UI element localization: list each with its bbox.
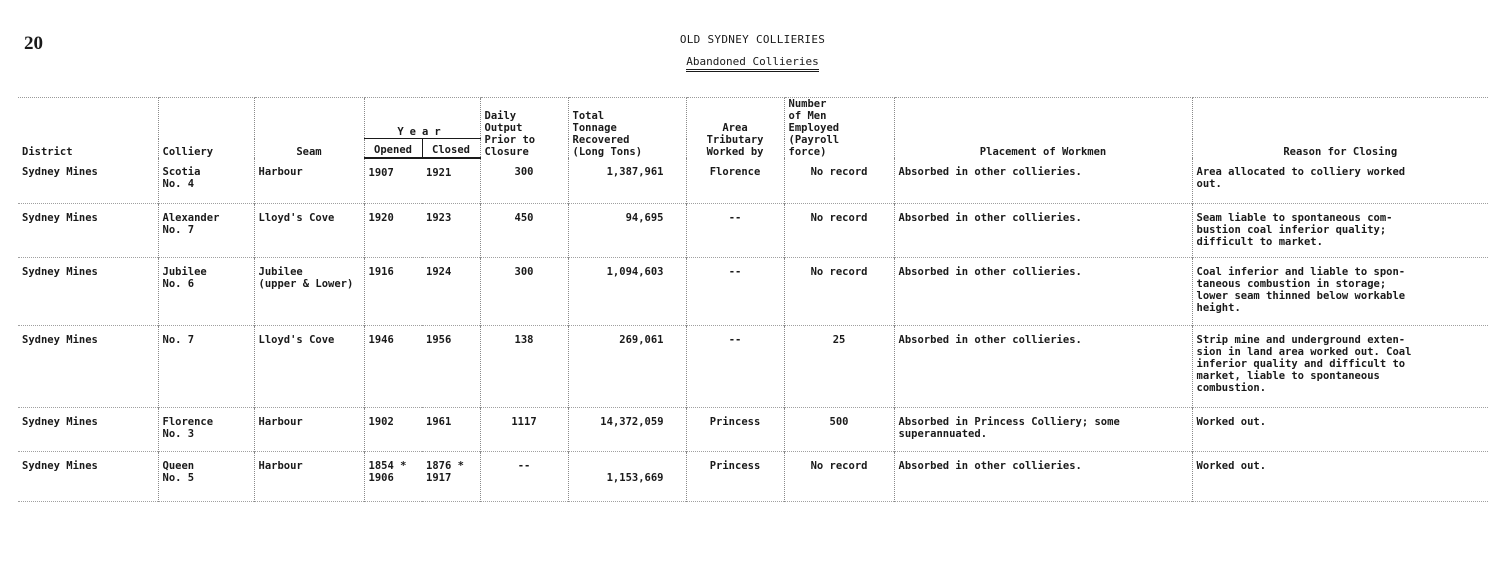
cell-opened: 1946: [364, 325, 422, 407]
table-row: [18, 325, 1488, 407]
cell-men-employed: 500: [784, 407, 894, 451]
table-row: [18, 257, 1488, 325]
cell-closed: 1876 * 1917: [426, 459, 464, 484]
document-subtitle: Abandoned Collieries: [686, 55, 818, 72]
header-reason: Reason for Closing: [1192, 98, 1488, 159]
header-district: District: [18, 98, 158, 159]
header-daily-output: Daily Output Prior to Closure: [480, 98, 568, 159]
header-total-tonnage: Total Tonnage Recovered (Long Tons): [568, 98, 686, 159]
cell-area: --: [686, 325, 784, 407]
cell-men-employed: No record: [784, 257, 894, 325]
cell-placement: Absorbed in other collieries.: [894, 257, 1192, 325]
cell-men-employed: No record: [784, 203, 894, 257]
cell-colliery: Jubilee No. 6: [158, 257, 254, 325]
cell-closed: 1956: [426, 333, 452, 346]
table-row: [18, 158, 1488, 203]
cell-district: Sydney Mines: [22, 415, 98, 428]
cell-colliery: Florence No. 3: [158, 407, 254, 451]
table-body: [18, 158, 1488, 501]
cell-area: Florence: [686, 158, 784, 203]
header-area-tributary: Area Tributary Worked by: [686, 98, 784, 159]
cell-men-employed: 25: [784, 325, 894, 407]
cell-placement: Absorbed in other collieries.: [894, 203, 1192, 257]
cell-placement: Absorbed in Princess Colliery; some superannuated.: [894, 407, 1192, 451]
header-seam: Seam: [254, 98, 364, 159]
cell-reason: Worked out.: [1192, 451, 1488, 501]
cell-district: Sydney Mines: [22, 459, 98, 472]
cell-closed: 1921: [426, 167, 452, 179]
cell-closed: 1924: [426, 265, 452, 278]
cell-tonnage: 94,695: [568, 203, 686, 257]
header-colliery: Colliery: [158, 98, 254, 159]
cell-placement: Absorbed in other collieries.: [894, 158, 1192, 203]
cell-tonnage: 1,153,669: [568, 451, 686, 501]
cell-area: Princess: [686, 407, 784, 451]
table-row: [18, 203, 1488, 257]
cell-daily-output: 450: [480, 203, 568, 257]
cell-daily-output: 300: [480, 158, 568, 203]
cell-reason: Worked out.: [1192, 407, 1488, 451]
cell-daily-output: 138: [480, 325, 568, 407]
cell-opened: 1920: [364, 203, 422, 257]
cell-tonnage: 14,372,059: [568, 407, 686, 451]
cell-district: Sydney Mines: [22, 265, 98, 278]
cell-colliery: Scotia No. 4: [158, 158, 254, 203]
cell-district: Sydney Mines: [22, 166, 98, 178]
cell-colliery: Queen No. 5: [158, 451, 254, 501]
document-subtitle-wrap: [0, 55, 1505, 72]
cell-seam: Harbour: [254, 158, 364, 203]
cell-daily-output: 1117: [480, 407, 568, 451]
cell-men-employed: No record: [784, 158, 894, 203]
cell-area: --: [686, 203, 784, 257]
cell-men-employed: No record: [784, 451, 894, 501]
cell-tonnage: 1,094,603: [568, 257, 686, 325]
document-title: OLD SYDNEY COLLIERIES: [679, 33, 826, 46]
cell-seam: Lloyd's Cove: [254, 203, 364, 257]
cell-seam: Harbour: [254, 451, 364, 501]
cell-placement: Absorbed in other collieries.: [894, 325, 1192, 407]
cell-tonnage: 269,061: [568, 325, 686, 407]
cell-colliery: Alexander No. 7: [158, 203, 254, 257]
cell-opened: 1916: [364, 257, 422, 325]
cell-opened: 1902: [364, 407, 422, 451]
cell-seam: Harbour: [254, 407, 364, 451]
cell-area: Princess: [686, 451, 784, 501]
header-year: Year: [364, 98, 480, 139]
header-placement: Placement of Workmen: [894, 98, 1192, 159]
abandoned-collieries-table: [18, 97, 1488, 502]
header-opened: Opened: [364, 139, 422, 159]
page-number: 20: [24, 33, 43, 54]
cell-seam: Jubilee (upper & Lower): [254, 257, 364, 325]
cell-opened: 1907: [364, 158, 422, 203]
cell-closed: 1923: [426, 211, 452, 224]
cell-reason: Coal inferior and liable to spon- taneous combustion in storage; lower seam thinned below workable height.: [1192, 257, 1488, 325]
header-row-top: [18, 98, 1488, 139]
cell-closed: 1961: [426, 415, 452, 428]
header-men-employed: Number of Men Employed (Payroll force): [784, 98, 894, 159]
cell-daily-output: 300: [480, 257, 568, 325]
cell-daily-output: --: [480, 451, 568, 501]
table-row: [18, 451, 1488, 501]
cell-placement: Absorbed in other collieries.: [894, 451, 1192, 501]
cell-district: Sydney Mines: [22, 333, 98, 346]
cell-area: --: [686, 257, 784, 325]
cell-reason: Area allocated to colliery worked out.: [1192, 158, 1488, 203]
cell-seam: Lloyd's Cove: [254, 325, 364, 407]
cell-reason: Seam liable to spontaneous com- bustion coal inferior quality; difficult to market.: [1192, 203, 1488, 257]
cell-district: Sydney Mines: [22, 211, 98, 224]
cell-colliery: No. 7: [158, 325, 254, 407]
table-row: [18, 407, 1488, 451]
cell-tonnage: 1,387,961: [568, 158, 686, 203]
header-closed: Closed: [422, 139, 480, 159]
cell-reason: Strip mine and underground exten- sion in land area worked out. Coal inferior quality and difficult to market, liable to spontaneous combustion.: [1192, 325, 1488, 407]
cell-opened: 1854 * 1906: [364, 451, 422, 501]
